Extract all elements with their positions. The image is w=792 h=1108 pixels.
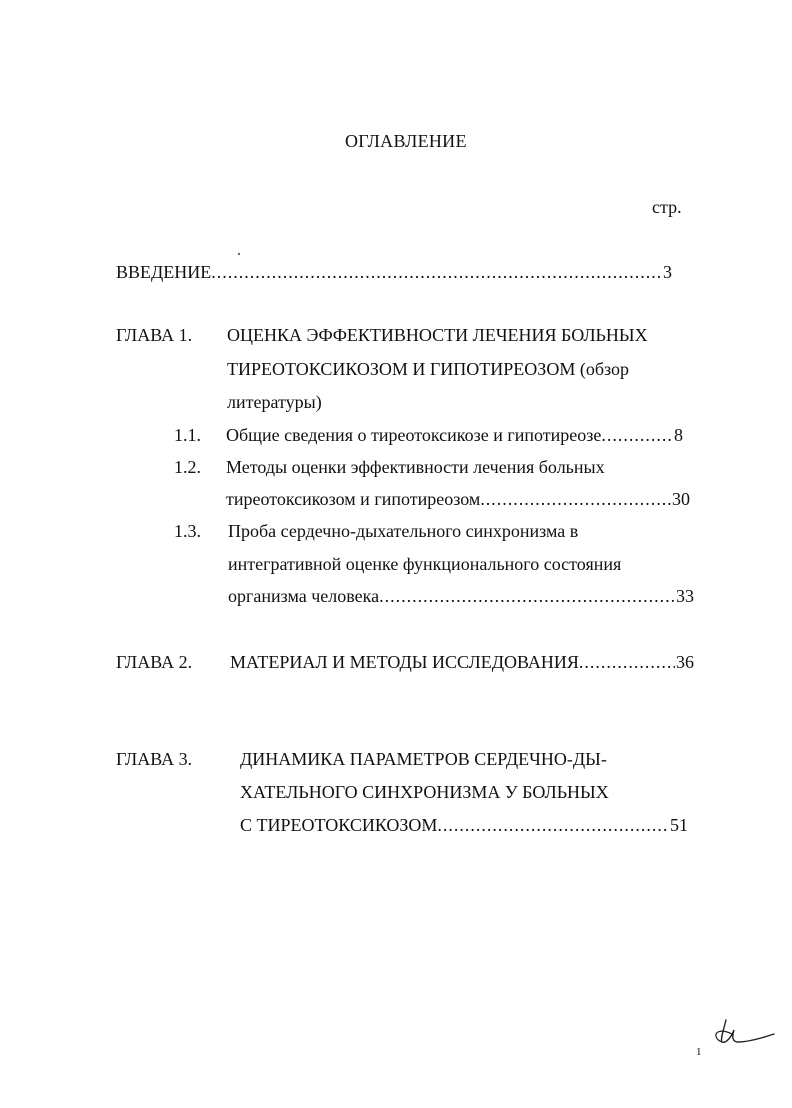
toc-entry-label: С ТИРЕОТОКСИКОЗОМ xyxy=(240,815,438,835)
dot-leader xyxy=(480,488,671,510)
chapter-1-title-line-2[interactable]: ТИРЕОТОКСИКОЗОМ И ГИПОТИРЕОЗОМ (обзор xyxy=(227,359,629,379)
toc-page-number: 36 xyxy=(676,652,694,672)
toc-page-number: 30 xyxy=(672,489,690,509)
chapter-3-title-line-1[interactable]: ДИНАМИКА ПАРАМЕТРОВ СЕРДЕЧНО-ДЫ- xyxy=(240,749,607,769)
dot-leader xyxy=(211,261,662,283)
toc-entry-intro[interactable] xyxy=(116,261,672,283)
toc-entry-chapter-3[interactable] xyxy=(240,814,688,836)
chapter-1-title-line-3[interactable]: литературы) xyxy=(227,392,322,412)
toc-entry-label: организма человека xyxy=(228,586,380,606)
toc-entry-label: ВВЕДЕНИЕ xyxy=(116,262,212,282)
toc-page-number: 8 xyxy=(674,425,683,445)
page-title: ОГЛАВЛЕНИЕ xyxy=(345,131,467,151)
handwritten-signature xyxy=(712,1014,778,1048)
section-1-2-number: 1.2. xyxy=(174,457,201,477)
toc-entry-label: МАТЕРИАЛ И МЕТОДЫ ИССЛЕДОВАНИЯ xyxy=(230,652,579,672)
toc-entry-label: тиреотоксикозом и гипотиреозом xyxy=(226,489,481,509)
toc-entry-chapter-2[interactable] xyxy=(230,651,694,673)
chapter-1-title-line-1[interactable]: ОЦЕНКА ЭФФЕКТИВНОСТИ ЛЕЧЕНИЯ БОЛЬНЫХ xyxy=(227,325,648,345)
toc-page-number: 3 xyxy=(663,262,672,282)
dot-leader xyxy=(379,585,675,607)
scan-speck xyxy=(238,253,241,256)
section-1-3-number: 1.3. xyxy=(174,521,201,541)
section-1-3-line-2[interactable]: интегративной оценке функционального состояния xyxy=(228,554,622,574)
page-number: 1 xyxy=(696,1046,702,1058)
chapter-1-label: ГЛАВА 1. xyxy=(116,325,193,345)
toc-entry-section-1-2[interactable] xyxy=(226,488,690,510)
toc-entry-section-1-3[interactable] xyxy=(228,585,694,607)
section-1-3-line-1[interactable]: Проба сердечно-дыхательного синхронизма в xyxy=(228,521,579,541)
dot-leader xyxy=(437,814,669,836)
dot-leader xyxy=(601,424,673,446)
chapter-2-label: ГЛАВА 2. xyxy=(116,652,193,672)
toc-page-number: 51 xyxy=(670,815,688,835)
chapter-3-label: ГЛАВА 3. xyxy=(116,749,193,769)
section-1-1-number: 1.1. xyxy=(174,425,201,445)
toc-entry-label: Общие сведения о тиреотоксикозе и гипотиреозе xyxy=(226,425,602,445)
toc-entry-section-1-1[interactable] xyxy=(226,424,683,446)
toc-page-number: 33 xyxy=(676,586,694,606)
dot-leader xyxy=(579,651,675,673)
chapter-3-title-line-2[interactable]: ХАТЕЛЬНОГО СИНХРОНИЗМА У БОЛЬНЫХ xyxy=(240,782,609,802)
section-1-2-line-1[interactable]: Методы оценки эффективности лечения больных xyxy=(226,457,605,477)
page-column-header: стр. xyxy=(652,197,682,217)
